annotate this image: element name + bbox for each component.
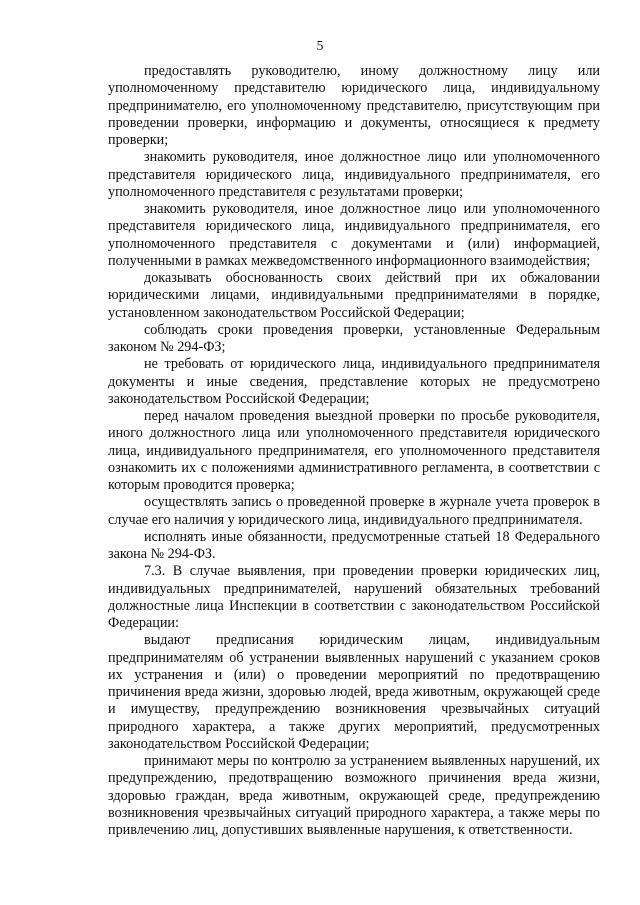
- paragraph-issue-orders: выдают предписания юридическим лицам, индивидуальным предпринимателям об устранении выявленных нарушений с указанием сроков их устранения и (или) о проведении мероприятий по предотвращению причинения вреда жизни, здоровью людей, вреда животным, окружающей среде и имуществу, предупреждению возникновения чрезвычайных ситуаций природного характера, а также других мероприятий, предусмотренных законодательством Российской Федерации;: [108, 632, 600, 752]
- paragraph-other-duties: исполнять иные обязанности, предусмотренные статьей 18 Федерального закона № 294-ФЗ.: [108, 528, 600, 562]
- paragraph-observe-deadlines: соблюдать сроки проведения проверки, установленные Федеральным законом № 294-ФЗ;: [108, 321, 600, 355]
- paragraph-take-measures: принимают меры по контролю за устранением выявленных нарушений, их предупреждению, предотвращению возможного причинения вреда жизни, здоровью граждан, вреда животным, окружающей среде, предупреждению возникновения чрезвычайных ситуаций природного характера, а также меры по привлечению лиц, допустивших выявленные нарушения, к ответственности.: [108, 753, 600, 838]
- paragraph-familiarize-results: знакомить руководителя, иное должностное лицо или уполномоченного представителя юридического лица, индивидуального предпринимателя, его уполномоченного представителя с результатами проверки;: [108, 149, 600, 200]
- paragraph-provide-information: предоставлять руководителю, иному должностному лицу или уполномоченному представителю юридического лица, индивидуальному предпринимателю, его уполномоченному представителю, присутствующим при проведении проверки, информацию и документы, относящиеся к предмету проверки;: [108, 63, 600, 148]
- paragraph-familiarize-documents: знакомить руководителя, иное должностное лицо или уполномоченного представителя юридического лица, индивидуального предпринимателя, его уполномоченного представителя с документами и (или) информацией, полученными в рамках межведомственного информационного взаимодействия;: [108, 201, 600, 269]
- paragraph-prove-validity: доказывать обоснованность своих действий при их обжаловании юридическими лицами, индивидуальными предпринимателями в порядке, установленном законодательством Российской Федерации;: [108, 270, 600, 321]
- paragraph-not-require-documents: не требовать от юридического лица, индивидуального предпринимателя документы и иные сведения, представление которых не предусмотрено законодательством Российской Федерации;: [108, 356, 600, 407]
- paragraph-familiarize-regulation: перед началом проведения выездной проверки по просьбе руководителя, иного должностного лица или уполномоченного представителя юридического лица, индивидуального предпринимателя, его уполномоченного представителя ознакомить их с положениями административного регламента, в соответствии с которым проводится проверка;: [108, 408, 600, 493]
- paragraph-record-journal: осуществлять запись о проведенной проверке в журнале учета проверок в случае его наличия у юридического лица, индивидуального предпринимателя.: [108, 494, 600, 528]
- document-body: [108, 63, 600, 839]
- paragraph-section-7-3: 7.3. В случае выявления, при проведении проверки юридических лиц, индивидуальных предпринимателей, нарушений обязательных требований должностные лица Инспекции в соответствии с законодательством Российской Федерации:: [108, 563, 600, 631]
- page-number: 5: [316, 38, 324, 53]
